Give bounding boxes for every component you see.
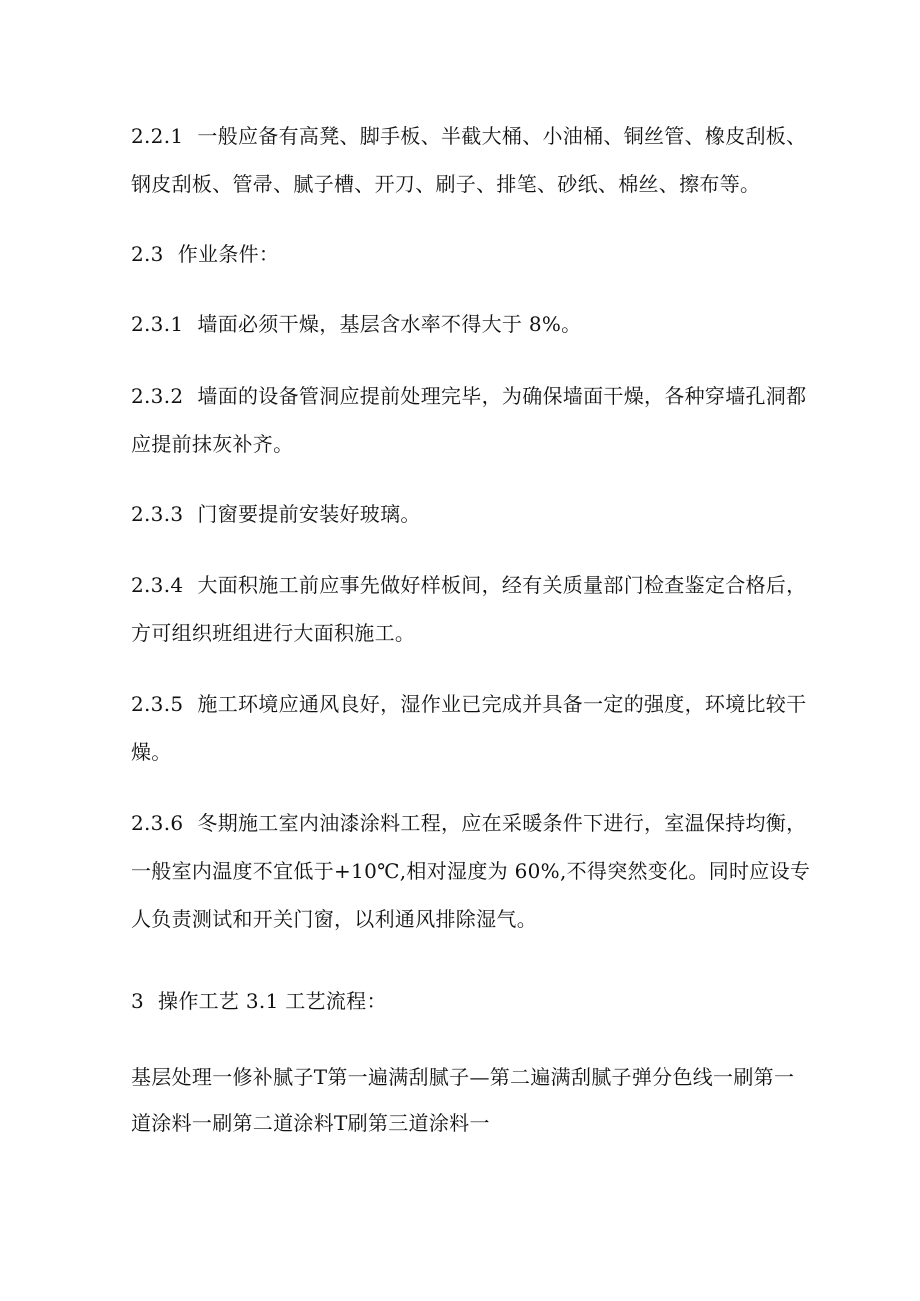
paragraph-text: 墙面的设备管洞应提前处理完毕，为确保墙面干燥，各种穿墙孔洞都应提前抹灰补齐。: [131, 384, 807, 456]
paragraph-text: 冬期施工室内油漆涂料工程，应在采暖条件下进行，室温保持均衡，一般室内温度不宜低于+10℃,相对湿度为 60%,不得突然变化。同时应设专人负责测试和开关门窗，以利通风排除湿气。: [131, 811, 811, 931]
paragraph-text: 操作工艺 3.1 工艺流程：: [158, 989, 387, 1013]
section-number: 2.3.2: [131, 384, 184, 408]
paragraph-2-3-3: [131, 490, 811, 538]
paragraph-process-flow: [131, 1054, 811, 1146]
paragraph-2-3-4: [131, 561, 811, 657]
paragraph-text: 大面积施工前应事先做好样板间，经有关质量部门检查鉴定合格后，方可组织班组进行大面积施工。: [131, 573, 807, 645]
section-number: 2.3.1: [131, 312, 184, 336]
paragraph-2-3-6: [131, 799, 811, 943]
paragraph-2-3-1: [131, 300, 811, 348]
paragraph-2-2-1: [131, 112, 811, 208]
section-number: 2.3.6: [131, 811, 184, 835]
paragraph-text: 一般应备有高凳、脚手板、半截大桶、小油桶、铜丝管、橡皮刮板、钢皮刮板、管帚、腻子槽、开刀、刷子、排笔、砂纸、棉丝、擦布等。: [131, 124, 807, 196]
paragraph-text: 施工环境应通风良好，湿作业已完成并具备一定的强度，环境比较干燥。: [131, 692, 807, 764]
paragraph-2-3-2: [131, 372, 811, 468]
section-number: 2.3.5: [131, 692, 184, 716]
paragraph-3: [131, 977, 811, 1025]
paragraph-text: 基层处理一修补腻子T第一遍满刮腻子—第二遍满刮腻子弹分色线一刷第一道涂料一刷第二道涂料T刷第三道涂料一: [131, 1065, 795, 1135]
paragraph-2-3: [131, 230, 811, 278]
section-number: 2.3.4: [131, 573, 184, 597]
paragraph-text: 作业条件：: [177, 242, 280, 266]
paragraph-text: 墙面必须干燥，基层含水率不得大于 8%。: [197, 312, 582, 336]
section-number: 2.3: [131, 242, 164, 266]
paragraph-2-3-5: [131, 680, 811, 776]
section-number: 3: [131, 989, 145, 1013]
paragraph-text: 门窗要提前安装好玻璃。: [197, 502, 421, 526]
section-number: 2.3.3: [131, 502, 184, 526]
section-number: 2.2.1: [131, 124, 184, 148]
